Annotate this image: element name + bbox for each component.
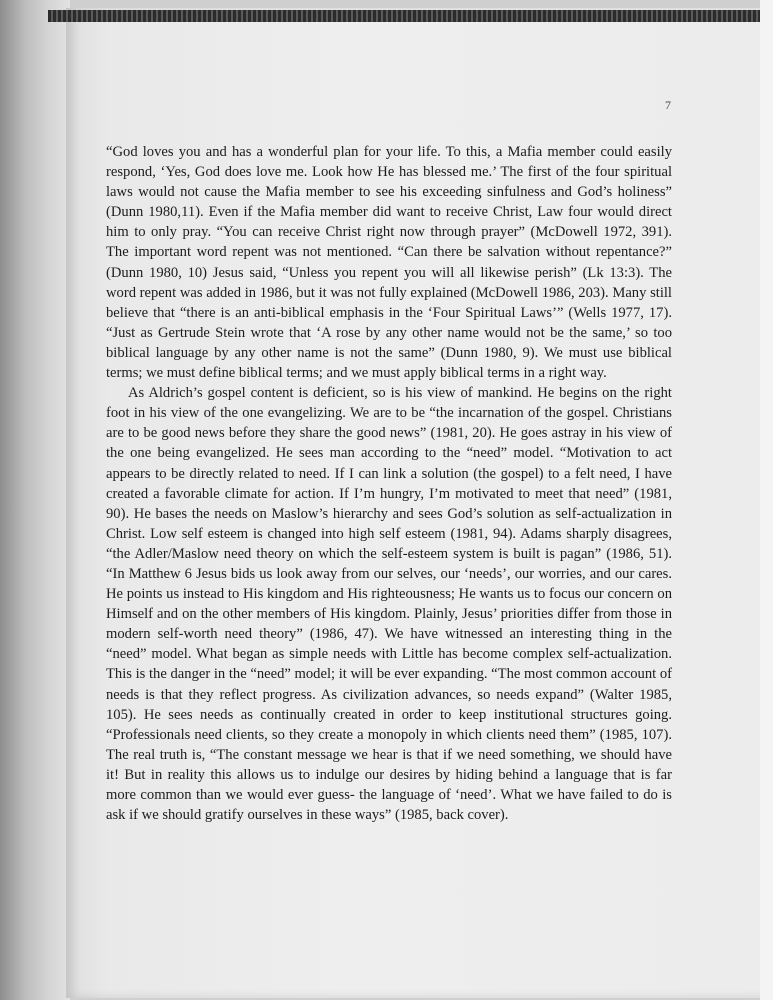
paragraph-2: As Aldrich’s gospel content is deficient, so is his view of mankind. He begins on the right foot in his view of the one evangelizing. We are to be “the incarnation of the gospel. Christians are to be good news before they share the good news” (1981, 20). He goes astray in his view of the one being evangelized. He sees man according to the “need” model. “Motivation to act appears to be directly related to need. If I can link a solution (the gospel) to a felt need, I have created a favorable climate for action. If I’m hungry, I’m motivated to meet that need” (1981, 90). He bases the needs on Maslow’s hierarchy and sees God’s solution as self-actualization in Christ. Low self esteem is changed into high self esteem (1981, 94). Adams sharply disagrees, “the Adler/Maslow need theory on which the self-esteem system is built is pagan” (1986, 51). “In Matthew 6 Jesus bids us look away from our selves, our ‘needs’, our worries, and our cares. He points us instead to His kingdom and His righteousness; He wants us to focus our concern on Himself and on the other members of His kingdom. Plainly, Jesus’ priorities differ from those in modern self-worth need theory” (1986, 47). We have witnessed an interesting thing in the “need” model. What began as simple needs with Little has become complex self-actualization. This is the danger in the “need” model; it will be ever expanding. “The most common account of needs is that they reflect progress. As civilization advances, so needs expand” (Walter 1985, 105). He sees needs as continually created in order to keep institutional structures going. “Professionals need clients, so they create a monopoly in which clients need them” (1985, 107). The real truth is, “The constant message we hear is that if we need something, we should have it! But in reality this allows us to indulge our desires by hiding behind a language that is far more common than we would ever guess- the language of ‘need’. What we have failed to do is ask if we should gratify ourselves in these ways” (1985, back cover). <box>106 385 672 824</box>
paragraph-1: “God loves you and has a wonderful plan for your life. To this, a Mafia member could easily respond, ‘Yes, God does love me. Look how He has blessed me.’ The first of the four spiritual laws would not cause the Mafia member to see his exceeding sinfulness and God’s holiness” (Dunn 1980,11). Even if the Mafia member did want to receive Christ, Law four would direct him to only pray. “You can receive Christ right now through prayer” (McDowell 1972, 391). The important word repent was not mentioned. “Can there be salvation without repentance?” (Dunn 1980, 10) Jesus said, “Unless you repent you will all likewise perish” (Lk 13:3). The word repent was added in 1986, but it was not fully explained (McDowell 1986, 203). Many still believe that “there is an anti-biblical emphasis in the ‘Four Spiritual Laws’” (Wells 1977, 17). “Just as Gertrude Stein wrote that ‘A rose by any other name would not be the same,’ so too biblical language by any other name is not the same” (Dunn 1980, 9). We must use biblical terms; we must define biblical terms; and we must apply biblical terms in a right way. <box>106 144 672 382</box>
scan-top-edge <box>48 10 760 22</box>
scan-right-margin <box>760 0 773 1000</box>
book-binding-shadow <box>0 0 70 1000</box>
page-number: 7 <box>665 98 671 112</box>
body-text <box>106 142 672 825</box>
